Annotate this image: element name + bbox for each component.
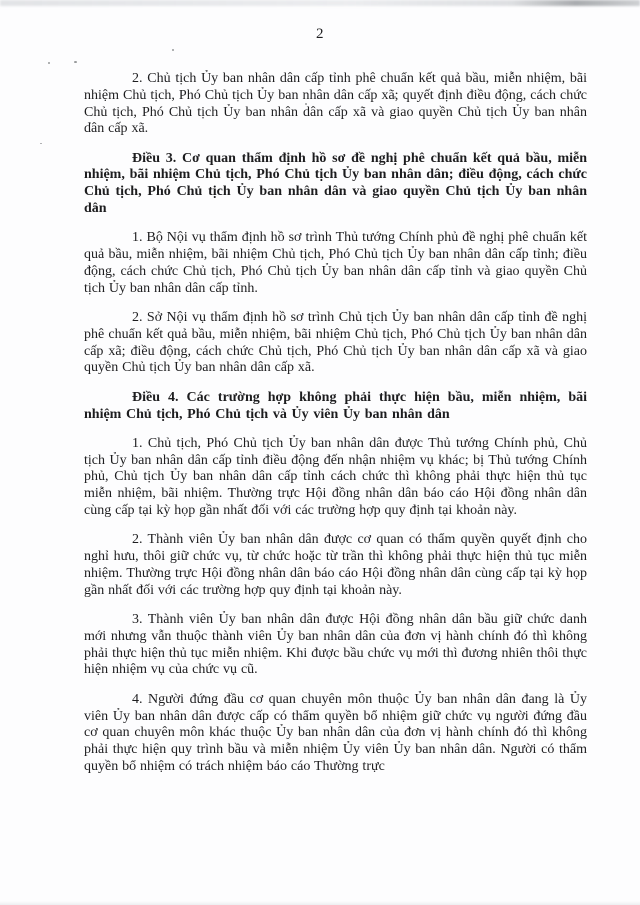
scan-artifact-top-edge xyxy=(0,0,640,6)
paragraph-dieu3-clause-2: 2. Sở Nội vụ thẩm định hồ sơ trình Chủ tịch Ủy ban nhân dân cấp tỉnh đề nghị phê chuẩn kết quả bầu, miễn nhiệm, bãi nhiệm Chủ tịch, Phó Chủ tịch Ủy ban nhân dân cấp xã; điều động, cách chức Chủ tịch, Phó Chủ tịch Ủy ban nhân dân cấp xã và giao quyền Chủ tịch Ủy ban nhân dân cấp xã. xyxy=(84,310,587,376)
page-number: 2 xyxy=(316,26,324,42)
paragraph-dieu3-clause-1: 1. Bộ Nội vụ thẩm định hồ sơ trình Thủ tướng Chính phủ đề nghị phê chuẩn kết quả bầu, miễn nhiệm, bãi nhiệm Chủ tịch, Phó Chủ tịch Ủy ban nhân dân cấp tỉnh; điều động, cách chức Chủ tịch, Phó Chủ tịch Ủy ban nhân dân cấp tỉnh và giao quyền Chủ tịch Ủy ban nhân dân cấp tỉnh. xyxy=(84,230,587,296)
paragraph-dieu4-clause-1: 1. Chủ tịch, Phó Chủ tịch Ủy ban nhân dân được Thủ tướng Chính phủ, Chủ tịch Ủy ban nhân dân cấp tỉnh điều động đến nhận nhiệm vụ khác; bị Thủ tướng Chính phủ, Chủ tịch Ủy ban nhân dân cấp tỉnh cách chức thì không phải thực hiện thủ tục miễn nhiệm, bãi nhiệm. Thường trực Hội đồng nhân dân báo cáo Hội đồng nhân dân cùng cấp tại kỳ họp gần nhất đối với các trường hợp quy định tại khoản này. xyxy=(84,435,587,519)
section-heading-dieu-3: Điều 3. Cơ quan thẩm định hồ sơ đề nghị phê chuẩn kết quả bầu, miễn nhiệm, bãi nhiệm Chủ tịch, Phó Chủ tịch Ủy ban nhân dân; điều động, cách chức Chủ tịch, Phó Chủ tịch Ủy ban nhân dân và giao quyền Chủ tịch Ủy ban nhân dân xyxy=(84,150,587,217)
paragraph-clause-2-prev-article: 2. Chủ tịch Ủy ban nhân dân cấp tỉnh phê chuẩn kết quả bầu, miễn nhiệm, bãi nhiệm Chủ tịch, Phó Chủ tịch Ủy ban nhân dân cấp xã; quyết định điều động, cách chức Chủ tịch, Phó Chủ tịch Ủy ban nhân dân cấp xã và giao quyền Chủ tịch Ủy ban nhân dân cấp xã. xyxy=(84,71,587,137)
paragraph-dieu4-clause-2: 2. Thành viên Ủy ban nhân dân được cơ quan có thẩm quyền quyết định cho nghỉ hưu, thôi giữ chức vụ, từ chức hoặc từ trần thì không phải thực hiện thủ tục miễn nhiệm. Thường trực Hội đồng nhân dân báo cáo Hội đồng nhân dân cùng cấp tại kỳ họp gần nhất đối với các trường hợp quy định tại khoản này. xyxy=(84,532,587,598)
scan-speckle xyxy=(172,49,174,51)
scan-speckle xyxy=(74,61,77,63)
document-body xyxy=(84,71,587,788)
scan-artifact-bottom-edge xyxy=(0,901,640,905)
scan-speckle xyxy=(40,143,42,144)
scan-speckle xyxy=(48,62,50,64)
paragraph-dieu4-clause-3: 3. Thành viên Ủy ban nhân dân được Hội đồng nhân dân bầu giữ chức danh mới nhưng vẫn thuộc thành viên Ủy ban nhân dân của đơn vị hành chính đó thì không phải thực hiện thủ tục miễn nhiệm. Khi được bầu chức vụ mới thì đương nhiên thôi thực hiện nhiệm vụ của chức vụ cũ. xyxy=(84,612,587,678)
paragraph-dieu4-clause-4: 4. Người đứng đầu cơ quan chuyên môn thuộc Ủy ban nhân dân đang là Ủy viên Ủy ban nhân dân được cấp có thẩm quyền bổ nhiệm giữ chức vụ người đứng đầu cơ quan chuyên môn khác thuộc Ủy ban nhân dân của đơn vị hành chính đó thì không phải thực hiện quy trình bầu và miễn nhiệm Ủy viên Ủy ban nhân dân. Người có thẩm quyền bổ nhiệm có trách nhiệm báo cáo Thường trực xyxy=(84,691,587,774)
section-heading-dieu-4: Điều 4. Các trường hợp không phải thực hiện bầu, miễn nhiệm, bãi nhiệm Chủ tịch, Phó Chủ tịch và Ủy viên Ủy ban nhân dân xyxy=(84,389,587,422)
